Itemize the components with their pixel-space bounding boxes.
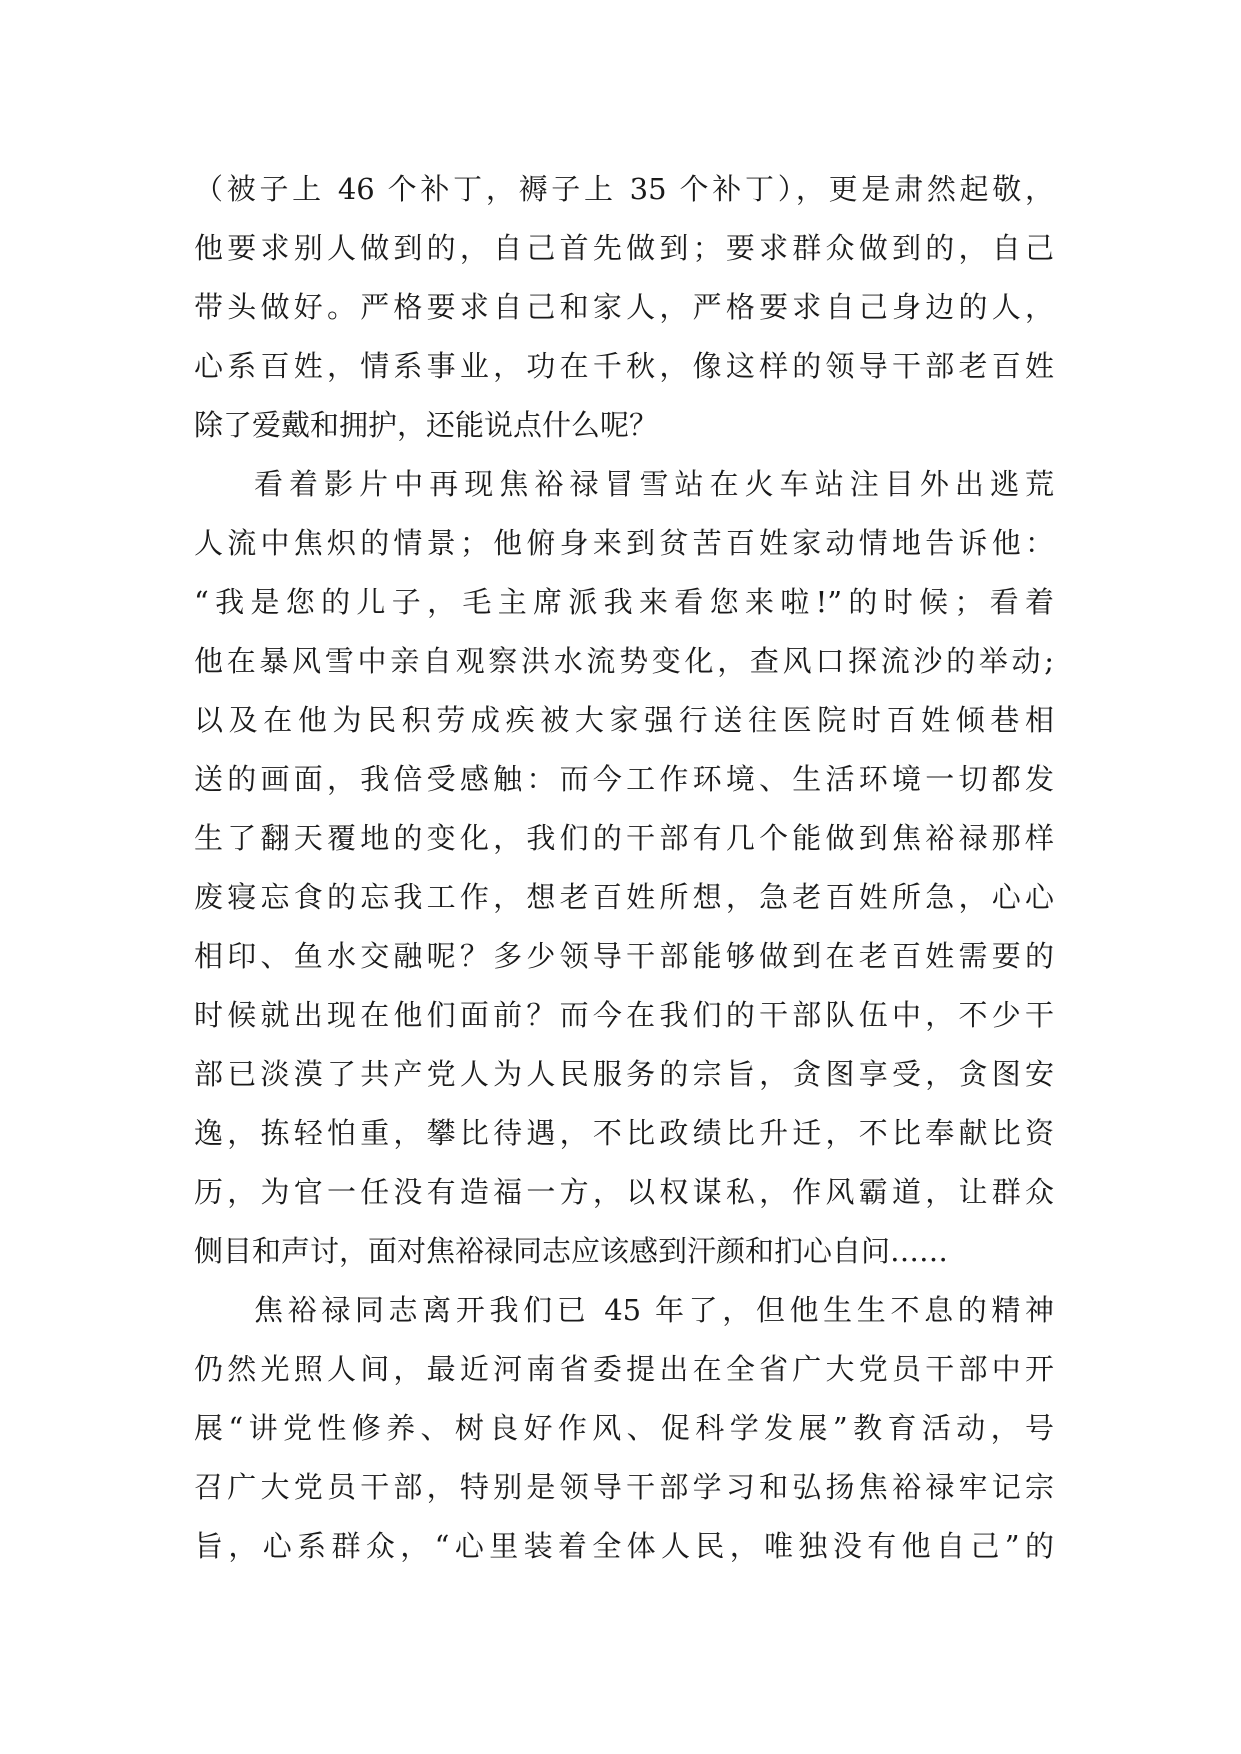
paragraph-2-line-11: 部已淡漠了共产党人为人民服务的宗旨，贪图享受，贪图安 [194,1057,1054,1091]
paragraph-3-line-1: 焦裕禄同志离开我们已 45 年了，但他生生不息的精神 [254,1293,1054,1327]
paragraph-1-line-4: 心系百姓，情系事业，功在千秋，像这样的领导干部老百姓 [194,349,1054,383]
paragraph-2-line-8: 废寝忘食的忘我工作，想老百姓所想，急老百姓所急，心心 [194,880,1054,914]
paragraph-2-line-2: 人流中焦炽的情景；他俯身来到贫苦百姓家动情地告诉他： [194,526,1054,560]
paragraph-3-line-3: 展“讲党性修养、树良好作风、促科学发展”教育活动，号 [194,1411,1054,1445]
paragraph-3-line-4: 召广大党员干部，特别是领导干部学习和弘扬焦裕禄牢记宗 [194,1470,1054,1504]
paragraph-2-line-9: 相印、鱼水交融呢？多少领导干部能够做到在老百姓需要的 [194,939,1054,973]
paragraph-2-line-14: 侧目和声讨，面对焦裕禄同志应该感到汗颜和扪心自问…… [194,1234,949,1268]
paragraph-1-line-3: 带头做好。严格要求自己和家人，严格要求自己身边的人， [194,290,1054,324]
paragraph-2-line-6: 送的画面，我倍受感触：而今工作环境、生活环境一切都发 [194,762,1054,796]
paragraph-1-line-2: 他要求别人做到的，自己首先做到；要求群众做到的，自己 [194,231,1054,265]
paragraph-2-line-7: 生了翻天覆地的变化，我们的干部有几个能做到焦裕禄那样 [194,821,1054,855]
paragraph-3-line-5: 旨，心系群众，“心里装着全体人民，唯独没有他自己”的 [194,1529,1054,1563]
paragraph-1-line-1: （被子上 46 个补丁，褥子上 35 个补丁），更是肃然起敬， [194,172,1054,206]
paragraph-2-line-10: 时候就出现在他们面前？而今在我们的干部队伍中，不少干 [194,998,1054,1032]
paragraph-3-line-2: 仍然光照人间，最近河南省委提出在全省广大党员干部中开 [194,1352,1054,1386]
paragraph-2-line-1: 看着影片中再现焦裕禄冒雪站在火车站注目外出逃荒 [254,467,1054,501]
paragraph-2-line-3: “我是您的儿子，毛主席派我来看您来啦!”的时候；看着 [194,585,1054,619]
document-body [194,160,1054,1576]
paragraph-2-line-4: 他在暴风雪中亲自观察洪水流势变化，查风口探流沙的举动; [194,644,1054,678]
paragraph-2-line-13: 历，为官一任没有造福一方，以权谋私，作风霸道，让群众 [194,1175,1054,1209]
paragraph-1-line-5: 除了爱戴和拥护，还能说点什么呢？ [194,408,659,442]
paragraph-2-line-12: 逸，拣轻怕重，攀比待遇，不比政绩比升迁，不比奉献比资 [194,1116,1054,1150]
paragraph-2-line-5: 以及在他为民积劳成疾被大家强行送往医院时百姓倾巷相 [194,703,1054,737]
